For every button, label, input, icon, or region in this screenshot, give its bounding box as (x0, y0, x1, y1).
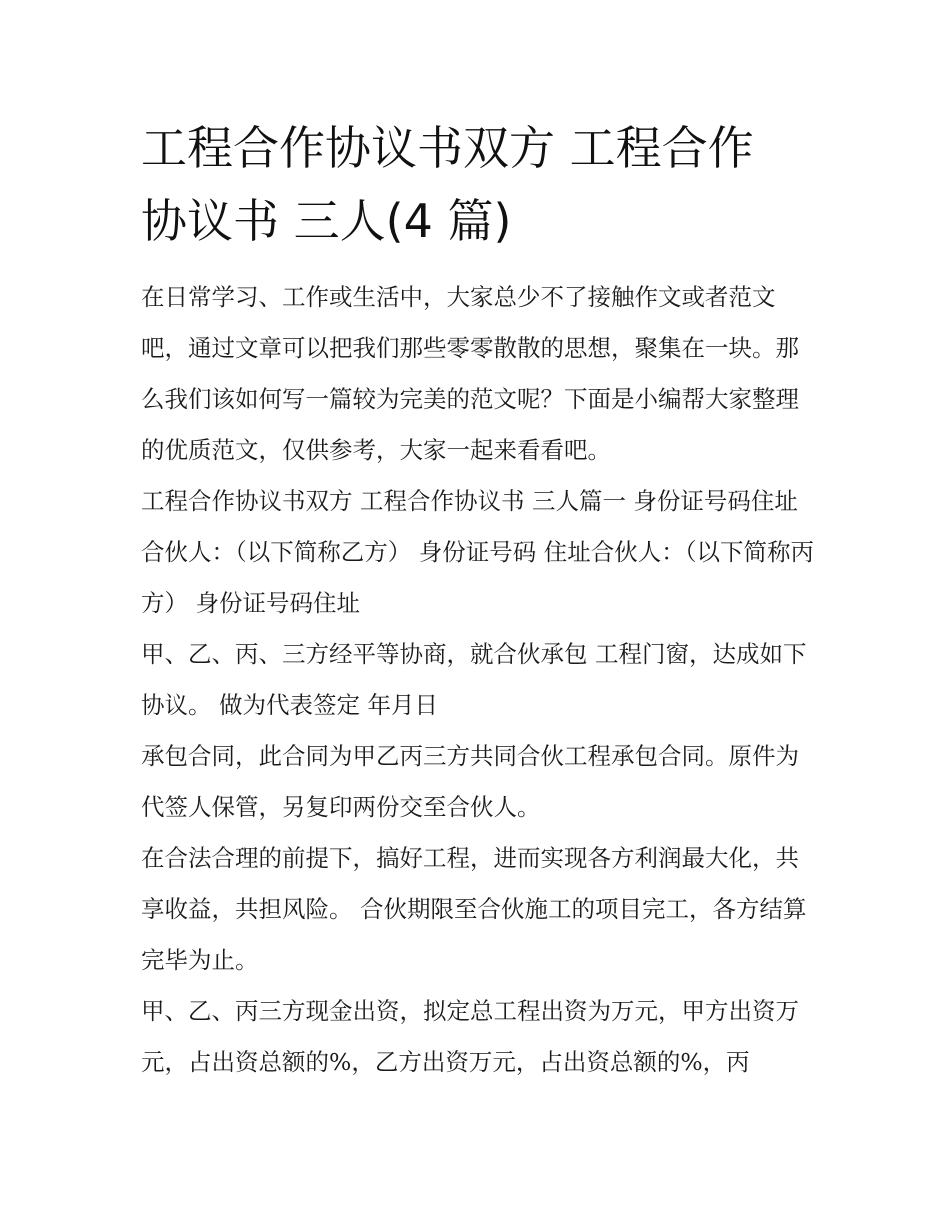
investment-paragraph: 甲、乙、丙三方现金出资，拟定总工程出资为万元，甲方出资万元，占出资总额的%，乙方出资万元，占出资总额的%，丙 (141, 997, 799, 1076)
document-title (141, 112, 821, 258)
purpose-paragraph: 在合法合理的前提下，搞好工程，进而实现各方利润最大化，共享收益，共担风险。 合伙期限至合伙施工的项目完工，各方结算完毕为止。 (141, 844, 807, 974)
agreement-paragraph: 甲、乙、丙、三方经平等协商，就合伙承包 工程门窗，达成如下协议。 做为代表签定 年月日 (141, 640, 807, 719)
document-page (141, 112, 821, 1088)
title-line-2: 协议书 三人(4 篇) (141, 194, 512, 248)
contract-paragraph: 承包合同，此合同为甲乙丙三方共同合伙工程承包合同。原件为代签人保管，另复印两份交至合伙人。 (141, 742, 799, 821)
intro-paragraph: 在日常学习、工作或生活中，大家总少不了接触作文或者范文吧，通过文章可以把我们那些零零散散的思想，聚集在一块。那么我们该如何写一篇较为完美的范文呢？下面是小编帮大家整理的优质范文，仅供参考，大家一起来看看吧。 (141, 283, 799, 464)
title-line-1: 工程合作协议书双方 工程合作 (141, 121, 754, 175)
parties-paragraph: 工程合作协议书双方 工程合作协议书 三人篇一 身份证号码住址合伙人：（以下简称乙方） 身份证号码 住址合伙人：（以下简称丙方） 身份证号码住址 (141, 487, 814, 617)
